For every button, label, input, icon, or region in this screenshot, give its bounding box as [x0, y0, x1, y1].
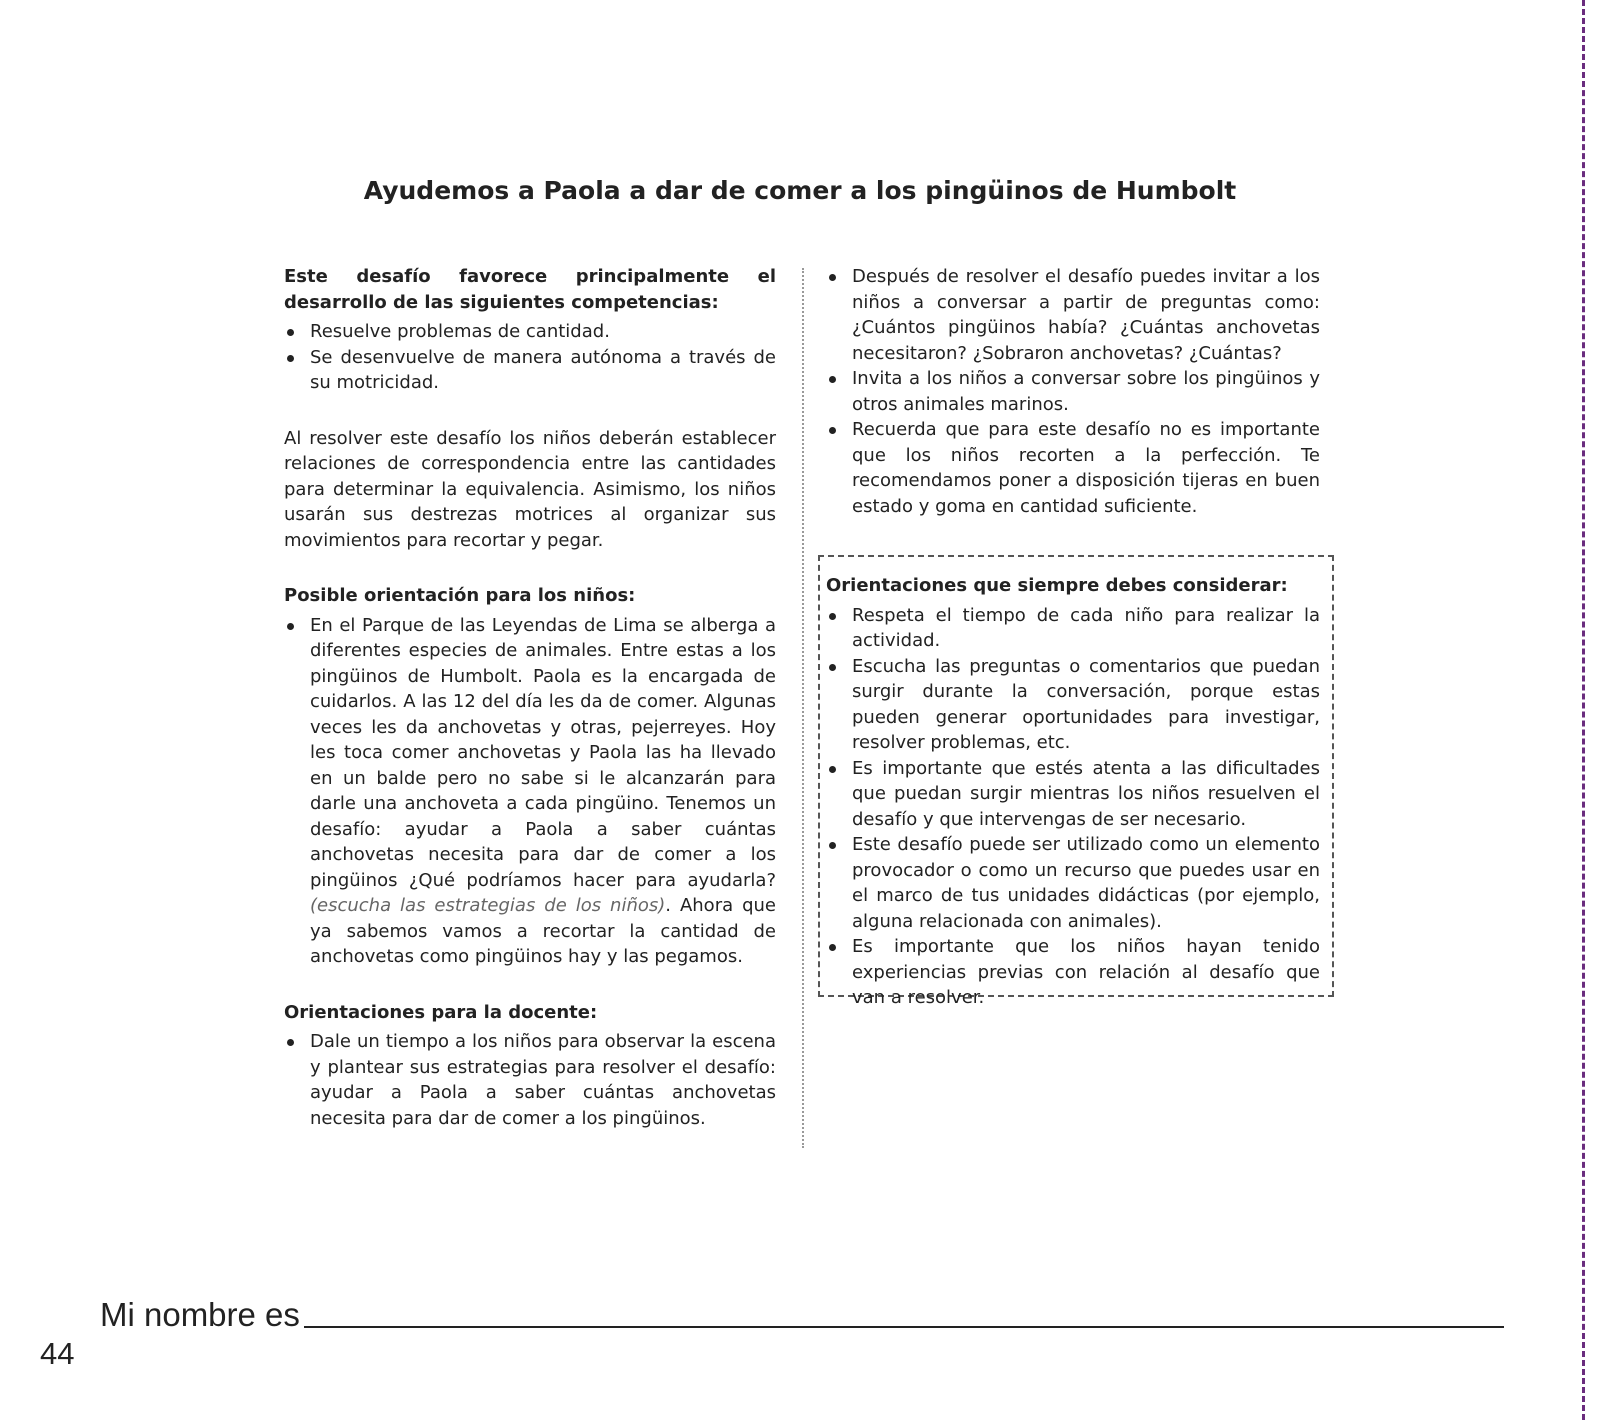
list-item: Respeta el tiempo de cada niño para realizar la actividad.	[826, 603, 1320, 654]
orientacion-ninos-heading: Posible orientación para los niños:	[284, 585, 636, 606]
orientaciones-docente-heading: Orientaciones para la docente:	[284, 1001, 598, 1023]
name-label: Mi nombre es	[100, 1296, 300, 1333]
story-text-end: . Ahora que ya sabemos vamos a recortar la cantidad de anchovetas como pingüinos hay y las pegamos.	[310, 895, 776, 967]
list-item: Después de resolver el desafío puedes invitar a los niños a conversar a partir de preguntas como: ¿Cuántos pingüinos había? ¿Cuántas anchovetas necesitaron? ¿Sobraron anchovetas? ¿Cuántas?	[826, 264, 1320, 366]
list-item: Dale un tiempo a los niños para observar la escena y plantear sus estrategias para resolver el desafío: ayudar a Paola a saber cuántas anchovetas necesita para dar de comer a los pingüinos.	[284, 1029, 776, 1131]
list-item: Invita a los niños a conversar sobre los pingüinos y otros animales marinos.	[826, 366, 1320, 417]
list-item: Es importante que los niños hayan tenido experiencias previas con relación al desafío que van a resolver.	[826, 934, 1320, 1011]
list-item: Se desenvuelve de manera autónoma a través de su motricidad.	[284, 345, 776, 396]
strategy-hint: (escucha las estrategias de los niños)	[310, 895, 666, 916]
orientacion-ninos-list	[284, 613, 776, 970]
story-text: En el Parque de las Leyendas de Lima se alberga a diferentes especies de animales. Entre estas a los pingüinos de Humbolt. Paola es la encargada de cuidarlos. A las 12 del día les da de comer. Algunas veces les da anchovetas y otras, pejerreyes. Hoy les toca comer anchovetas y Paola las ha llevado en un balde pero no sabe si le alcanzarán para darle una anchoveta a cada pingüino. Tenemos un desafío: ayudar a Paola a saber cuántas anchovetas necesita para dar de comer a los pingüinos ¿Qué podríamos hacer para ayudarla?	[310, 614, 776, 891]
column-divider	[802, 268, 804, 1148]
list-item: Es importante que estés atenta a las dificultades que puedan surgir mientras los niños resuelven el desafío y que intervengas de ser necesario.	[826, 756, 1320, 833]
list-item: Recuerda que para este desafío no es importante que los niños recorten a la perfección. Te recomendamos poner a disposición tijeras en buen estado y goma en cantidad suficiente.	[826, 417, 1320, 519]
right-list	[826, 264, 1320, 519]
page-title: Ayudemos a Paola a dar de comer a los pingüinos de Humbolt	[363, 176, 1237, 205]
competencias-list	[284, 319, 776, 396]
list-item: Resuelve problemas de cantidad.	[284, 319, 776, 345]
list-item: Este desafío puede ser utilizado como un elemento provocador o como un recurso que puedes usar en el marco de tus unidades didácticas (por ejemplo, alguna relacionada con animales).	[826, 832, 1320, 934]
left-column	[284, 264, 776, 1131]
page-number: 44	[40, 1336, 75, 1371]
right-column	[826, 264, 1320, 519]
name-line[interactable]	[304, 1326, 1504, 1328]
list-item: Escucha las preguntas o comentarios que puedan surgir durante la conversación, porque estas pueden generar oportunidades para investigar, resolver problemas, etc.	[826, 654, 1320, 756]
box-list	[826, 603, 1320, 1011]
intro-paragraph: Al resolver este desafío los niños deberán establecer relaciones de correspondencia entre las cantidades para determinar la equivalencia. Asimismo, los niños usarán sus destrezas motrices al organizar sus movimientos para recortar y pegar.	[284, 427, 776, 551]
cut-line	[1582, 0, 1585, 1420]
orientaciones-box-content	[826, 573, 1320, 1011]
orientaciones-docente-list	[284, 1029, 776, 1131]
list-item	[284, 613, 776, 970]
box-heading: Orientaciones que siempre debes considerar:	[826, 575, 1288, 596]
competencias-heading: Este desafío favorece principalmente el desarrollo de las siguientes competencias:	[284, 266, 776, 313]
